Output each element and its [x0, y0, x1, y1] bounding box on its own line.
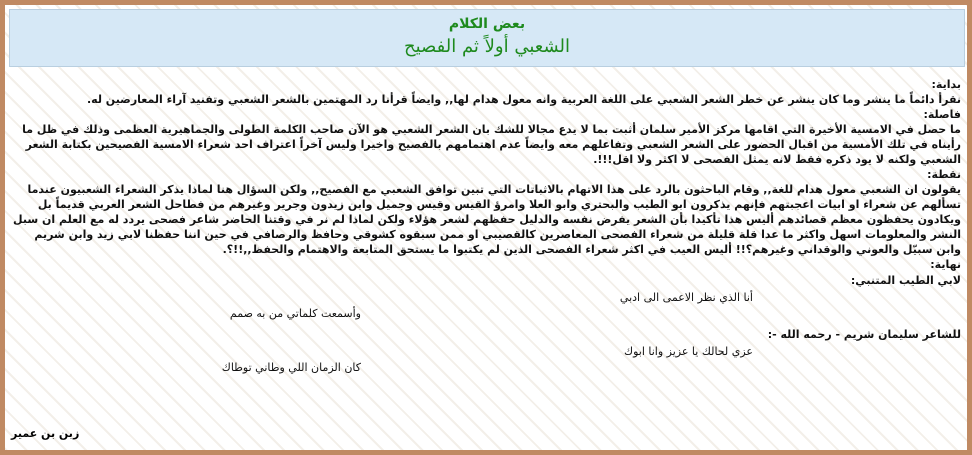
poem1-verse-line1 — [11, 288, 961, 307]
article-title: الشعبي أولاً ثم الفصيح — [403, 36, 571, 57]
poem1-intro: لابي الطيب المتنبي: — [850, 274, 961, 287]
article-header — [9, 9, 965, 67]
column-title: بعض الكلام — [448, 16, 526, 32]
intro-text: نقرأ دائماً ما ينشر وما كان ينشر عن خطر الشعر الشعبي على اللغة العربية وانه معول هدام لها,, وايضاً قرأنا رد المهتمين بالشعر الشعبي وتفنيد آراء المعارضين له. — [86, 93, 961, 106]
article-body — [11, 77, 961, 380]
poem2-verse-line2 — [11, 361, 961, 380]
poem1-verse-line2 — [11, 307, 961, 326]
ending-label: نهاية: — [930, 258, 961, 271]
poem2-intro: للشاعر سليمان شريم - رحمه الله -: — [767, 328, 961, 341]
poem1-hemistich2: وأسمعت كلماتي من به صمم — [229, 307, 361, 320]
poem1-hemistich1: أنا الذي نظر الاعمى الى ادبي — [619, 291, 753, 304]
separator-label: فاصلة: — [923, 108, 961, 121]
separator-text: ما حصل في الامسية الأخيرة التي اقامها مركز الأمير سلمان أثبت بما لا يدع مجالا للشك بان الشعر الشعبي هو الآن صاحب الكلمة الطولى والجماهيرية العظمى وذلك في ظل ما رأيناه في تلك الأمسية من اقبال الحضور على الشعر الشعبي وتفاعلهم معه وايضاً عدم اهتمامهم بالفصيح واخيرا وليس آخراً اعتراف احد شعراء الامسية الفصيحين بكتابة الشعر الشعبي ولكنه لا يود ذكره فقط لانه يمثل الفصحى لا اكثر ولا اقل!!!. — [22, 123, 961, 166]
poem2-hemistich2: كان الزمان اللي وطاني توطاك — [221, 361, 361, 374]
intro-label: بداية: — [931, 78, 961, 91]
author-signature: زبن بن عمير — [11, 427, 80, 440]
poem2-hemistich1: عزي لحالك يا عزيز وانا ابوك — [624, 345, 753, 358]
point-label: نقطة: — [927, 168, 961, 181]
article-frame — [5, 5, 967, 450]
point-text: يقولون ان الشعبي معول هدام للغة,, وقام الباحثون بالرد على هذا الاتهام بالاثباتات التي تبين توافق الشعبي مع الفصيح,, ولكن السؤال هنا لماذا يذكر الشعراء الشعبيون عندما تسألهم عن شعراء او ابيات اعجبتهم فإنهم يذكرون ابو الطيب والبحتري وابو العلا وامرؤ القيس وقيس وجميل وابن زيدون وجرير وغيرهم من فطاحل الشعر العربي قديماً بل ويكادون يحفظون معظم قصائدهم أليس هذا تأكيدا بأن الشعر يفرض نفسه والدليل حفظهم لشعر هؤلاء ولكن لماذا لم نر في وقتنا الحاضر شاعر فصحى يردد له مع العلم ان سبل النشر والمعلومات اسهل واكثر ما عدا قلة قليلة من شعراء الفصحى المعاصرين كالقصيبي او ممن سبقوه كشوقي وحافظ والرصافي في حين اننا حفظنا لابي زيد وابن شريم وابن سبيّل والعوني والوقداني وغيرهم؟!! أليس العيب في اكثر شعراء الفصحى الذين لم يكتبوا ما يستحق المتابعة والاهتمام والحفظ,,!!؟. — [13, 183, 961, 256]
poem2-verse-line1 — [11, 342, 961, 361]
